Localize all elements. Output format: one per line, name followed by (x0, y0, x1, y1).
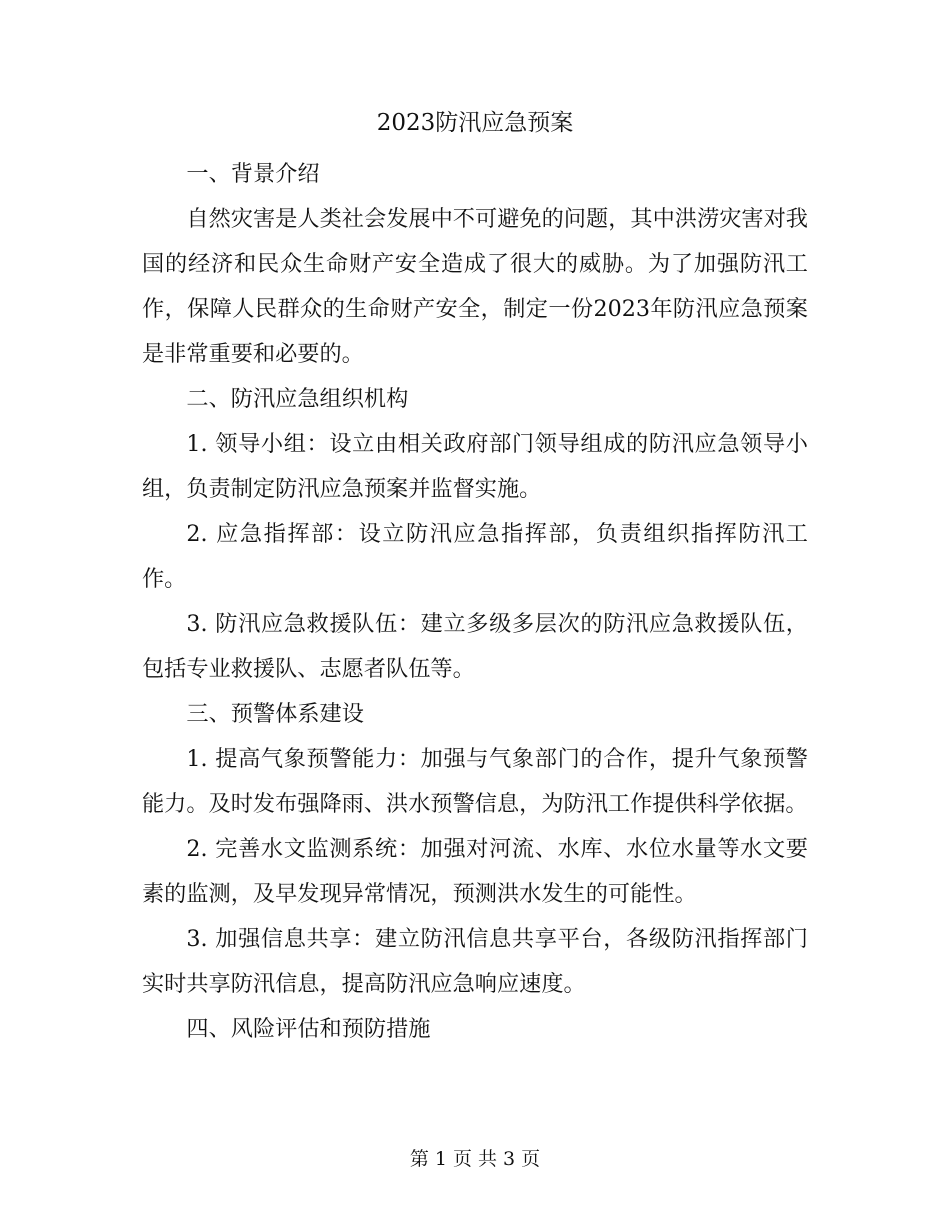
list-item-command-center: 2. 应急指挥部：设立防汛应急指挥部，负责组织指挥防汛工作。 (142, 521, 808, 592)
list-item-rescue-teams: 3. 防汛应急救援队伍：建立多级多层次的防汛应急救援队伍，包括专业救援队、志愿者队伍等。 (142, 611, 808, 682)
section-heading-organization: 二、防汛应急组织机构 (186, 386, 409, 412)
list-item-hydrology-monitoring: 2. 完善水文监测系统：加强对河流、水库、水位水量等水文要素的监测，及早发现异常情况，预测洪水发生的可能性。 (142, 836, 808, 907)
section-heading-warning-system: 三、预警体系建设 (186, 701, 364, 727)
document-body (142, 152, 808, 1052)
document-title: 2023防汛应急预案 (376, 110, 574, 136)
section-heading-risk-assessment: 四、风险评估和预防措施 (186, 1016, 431, 1042)
paragraph-background-text: 自然灾害是人类社会发展中不可避免的问题，其中洪涝灾害对我国的经济和民众生命财产安全造成了很大的威胁。为了加强防汛工作，保障人民群众的生命财产安全，制定一份2023年防汛应急预案是非常重要和必要的。 (142, 206, 808, 367)
list-item-weather-warning: 1. 提高气象预警能力：加强与气象部门的合作，提升气象预警能力。及时发布强降雨、洪水预警信息，为防汛工作提供科学依据。 (142, 746, 808, 817)
section-heading-background: 一、背景介绍 (186, 161, 320, 187)
list-item-leadership-group: 1. 领导小组：设立由相关政府部门领导组成的防汛应急领导小组，负责制定防汛应急预案并监督实施。 (142, 431, 808, 502)
page-footer: 第 1 页 共 3 页 (409, 1148, 541, 1170)
list-item-information-sharing: 3. 加强信息共享：建立防汛信息共享平台，各级防汛指挥部门实时共享防汛信息，提高防汛应急响应速度。 (142, 926, 808, 997)
